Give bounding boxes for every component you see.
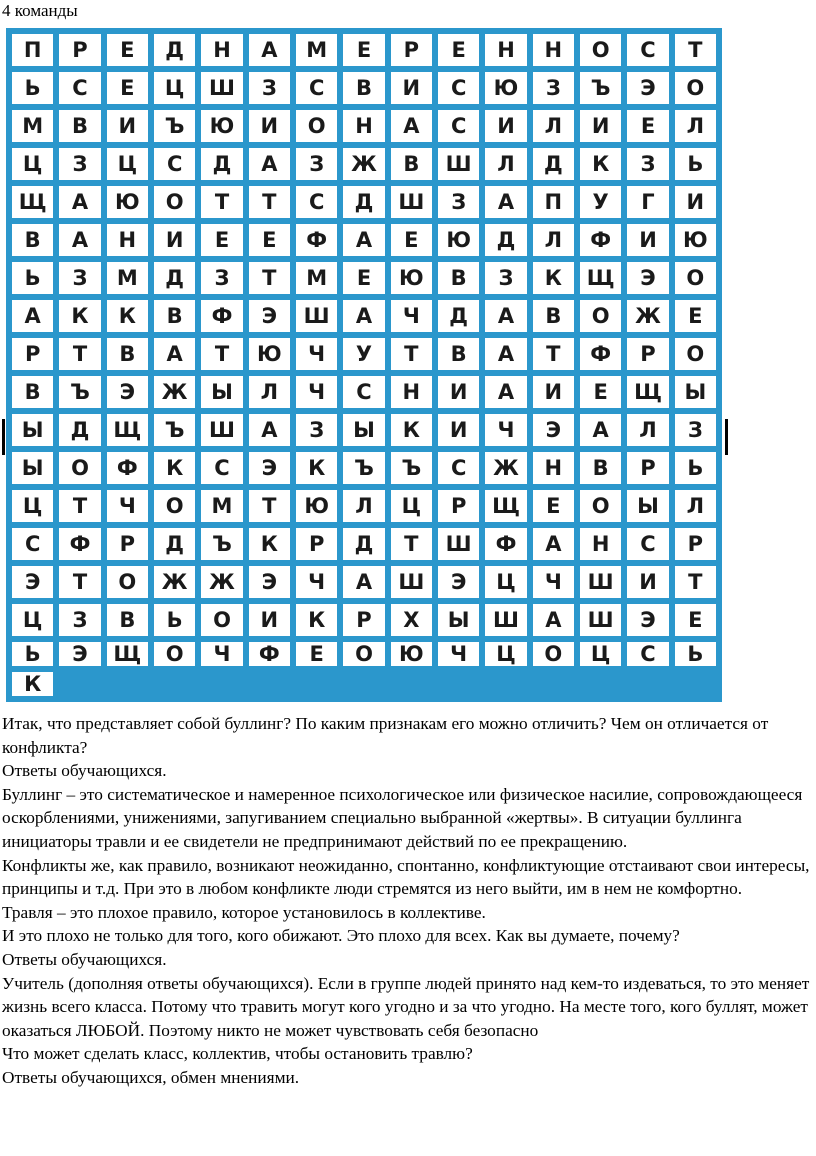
grid-cell[interactable]: Д [154,34,195,66]
grid-cell[interactable]: Д [438,300,479,332]
grid-cell[interactable]: А [533,528,574,560]
grid-cell[interactable]: Ю [296,490,337,522]
grid-cell[interactable]: О [580,34,621,66]
grid-cell[interactable]: В [12,224,53,256]
grid-cell[interactable]: М [12,110,53,142]
grid-cell[interactable]: У [343,338,384,370]
grid-cell[interactable]: Д [343,186,384,218]
grid-cell[interactable]: И [107,110,148,142]
grid-cell[interactable]: Ц [12,604,53,636]
grid-cell[interactable]: Т [675,34,716,66]
grid-cell[interactable]: Ш [580,566,621,598]
grid-cell[interactable]: С [627,642,668,666]
grid-cell[interactable]: П [533,186,574,218]
grid-cell[interactable]: Щ [107,642,148,666]
grid-cell[interactable]: Е [675,300,716,332]
grid-cell[interactable]: З [59,148,100,180]
grid-cell[interactable]: К [296,604,337,636]
body-text [2,712,812,1090]
grid-cell[interactable]: В [438,338,479,370]
grid-cell[interactable]: Т [249,186,290,218]
grid-cell[interactable]: Н [391,376,432,408]
grid-cell[interactable]: Ц [580,642,621,666]
grid-cell[interactable]: Щ [627,376,668,408]
grid-cell[interactable]: Е [201,224,242,256]
grid-cell[interactable]: З [59,262,100,294]
grid-cell[interactable]: В [107,338,148,370]
letter-grid [6,28,722,702]
page-heading: 4 команды [2,1,78,20]
grid-cell[interactable]: И [675,186,716,218]
grid-cell[interactable]: И [580,110,621,142]
grid-cell[interactable]: И [438,376,479,408]
grid-cell[interactable]: И [627,224,668,256]
grid-cell[interactable]: О [533,642,574,666]
grid-cell[interactable]: О [296,110,337,142]
grid-cell[interactable]: Э [627,72,668,104]
grid-cell[interactable]: В [391,148,432,180]
grid-cell[interactable]: С [12,528,53,560]
grid-cell[interactable]: Ь [675,642,716,666]
grid-cell[interactable]: Ъ [391,452,432,484]
grid-cell[interactable]: Э [627,262,668,294]
grid-cell[interactable]: Ы [201,376,242,408]
grid-cell[interactable]: Ш [580,604,621,636]
grid-cell[interactable]: И [391,72,432,104]
grid-cell[interactable]: А [391,110,432,142]
grid-cell[interactable]: Р [343,604,384,636]
grid-cell[interactable]: Ф [59,528,100,560]
paragraph: Травля – это плохое правило, которое установилось в коллективе. [2,902,486,922]
grid-cell[interactable]: Ш [296,300,337,332]
grid-cell[interactable]: А [533,604,574,636]
grid-cell[interactable]: Ю [391,642,432,666]
grid-cell[interactable]: Л [627,414,668,446]
grid-cell[interactable]: С [296,186,337,218]
grid-cell[interactable]: С [627,528,668,560]
grid-cell[interactable]: Т [249,490,290,522]
grid-cell[interactable]: Э [249,300,290,332]
grid-cell[interactable]: Ш [201,414,242,446]
grid-cell[interactable]: И [249,110,290,142]
grid-cell[interactable]: З [627,148,668,180]
grid-cell[interactable]: Ф [107,452,148,484]
grid-cell[interactable]: А [580,414,621,446]
paragraph: Что может сделать класс, коллектив, чтобы остановить травлю? [2,1044,473,1064]
paragraph: Буллинг – это систематическое и намеренное психологическое или физическое насилие, сопровождающееся оскорблениями, унижениями, запугиванием специально выбранной «жертвы». В ситуации буллинга инициаторы травли и ее свидетели не предпринимают действий по ее прекращению. [2,784,803,851]
grid-cell[interactable]: Ш [438,528,479,560]
grid-cell[interactable]: Д [59,414,100,446]
grid-cell[interactable]: Р [627,338,668,370]
grid-cell[interactable]: Э [12,566,53,598]
grid-cell[interactable]: Ж [343,148,384,180]
grid-cell[interactable]: Ю [249,338,290,370]
grid-cell[interactable]: Ъ [201,528,242,560]
grid-cell[interactable]: Л [249,376,290,408]
grid-cell[interactable]: З [675,414,716,446]
grid-cell[interactable]: Т [201,186,242,218]
grid-cell[interactable]: Л [675,110,716,142]
grid-cell[interactable]: Ю [107,186,148,218]
grid-cell[interactable]: С [438,110,479,142]
grid-cell[interactable]: А [249,414,290,446]
grid-cell[interactable]: Р [391,34,432,66]
grid-cell[interactable]: Ж [627,300,668,332]
grid-cell[interactable]: Т [201,338,242,370]
grid-cell[interactable]: Н [533,452,574,484]
grid-cell[interactable]: Ц [391,490,432,522]
grid-cell[interactable]: К [59,300,100,332]
grid-cell[interactable]: Ш [438,148,479,180]
grid-cell[interactable]: В [580,452,621,484]
grid-cell[interactable]: А [485,338,526,370]
grid-cell[interactable]: Ч [533,566,574,598]
grid-cell[interactable]: С [438,72,479,104]
grid-cell[interactable]: Е [107,34,148,66]
grid-cell[interactable]: Ж [154,376,195,408]
grid-cell[interactable]: К [296,452,337,484]
grid-cell[interactable]: Ю [485,72,526,104]
grid-cell[interactable]: Ш [485,604,526,636]
grid-cell[interactable]: Р [296,528,337,560]
grid-cell[interactable]: Е [343,34,384,66]
paragraph: Ответы обучающихся. [2,949,167,969]
grid-cell[interactable]: О [580,300,621,332]
grid-cell[interactable]: Е [296,642,337,666]
grid-cell[interactable]: Н [343,110,384,142]
crop-mark-left [2,419,5,455]
paragraph: Итак, что представляет собой буллинг? По каким признакам его можно отличить? Чем он отличается от конфликта? [2,714,769,757]
grid-cell[interactable]: Ц [12,490,53,522]
grid-cell[interactable]: Е [438,34,479,66]
grid-cell[interactable]: Ъ [580,72,621,104]
grid-cell[interactable]: Л [533,224,574,256]
grid-cell[interactable]: И [533,376,574,408]
grid-cell[interactable]: Л [533,110,574,142]
grid-cell[interactable]: О [343,642,384,666]
grid-cell[interactable]: М [107,262,148,294]
grid-cell[interactable]: Ч [485,414,526,446]
grid-cell[interactable]: Ш [391,566,432,598]
grid-cell[interactable]: Ы [675,376,716,408]
grid-cell[interactable]: Т [59,338,100,370]
grid-cell[interactable]: В [59,110,100,142]
grid-cell[interactable]: Э [627,604,668,636]
grid-cell[interactable]: Ь [12,262,53,294]
grid-cell[interactable]: З [296,414,337,446]
grid-cell[interactable]: Е [107,72,148,104]
paragraph: Конфликты же, как правило, возникают неожиданно, спонтанно, конфликтующие отстаивают свои интересы, принципы и т.д. При это в любом конфликте люди стремятся из него выйти, им в нем не комфортно. [2,855,810,899]
paragraph: Ответы обучающихся. [2,761,167,781]
grid-cell[interactable]: Ч [438,642,479,666]
grid-cell[interactable]: Н [201,34,242,66]
grid-cell[interactable]: Ы [12,452,53,484]
grid-cell[interactable]: В [12,376,53,408]
grid-cell[interactable]: С [59,72,100,104]
grid-cell[interactable]: М [296,34,337,66]
grid-cell[interactable]: Ф [249,642,290,666]
grid-cell[interactable]: Ъ [154,414,195,446]
grid-cell[interactable]: К [12,672,53,696]
grid-cell[interactable]: Э [438,566,479,598]
grid-cell[interactable]: И [249,604,290,636]
grid-cell[interactable]: В [107,604,148,636]
grid-cell[interactable]: О [107,566,148,598]
grid-cell[interactable]: Э [249,566,290,598]
grid-cell[interactable]: Э [249,452,290,484]
grid-cell[interactable]: Ь [12,72,53,104]
grid-cell[interactable]: Ц [154,72,195,104]
grid-cell[interactable]: Ц [485,566,526,598]
grid-cell[interactable]: Ы [343,414,384,446]
grid-cell[interactable]: Ф [580,338,621,370]
grid-cell[interactable]: Ы [438,604,479,636]
grid-cell[interactable]: Ю [201,110,242,142]
grid-cell[interactable]: Р [12,338,53,370]
grid-cell[interactable]: Ч [296,566,337,598]
grid-cell[interactable]: С [296,72,337,104]
grid-cell[interactable]: Е [249,224,290,256]
grid-cell[interactable]: Т [675,566,716,598]
grid-cell[interactable]: О [201,604,242,636]
grid-cell[interactable]: Ь [675,148,716,180]
grid-cell[interactable]: Ы [12,414,53,446]
grid-cell[interactable]: Р [627,452,668,484]
grid-cell[interactable]: Л [675,490,716,522]
grid-cell[interactable]: Е [627,110,668,142]
grid-cell[interactable]: Ц [107,148,148,180]
grid-cell[interactable]: С [438,452,479,484]
grid-cell[interactable]: К [533,262,574,294]
grid-cell[interactable]: З [249,72,290,104]
grid-cell[interactable]: Н [107,224,148,256]
grid-cell[interactable]: Д [154,262,195,294]
grid-cell[interactable]: К [391,414,432,446]
grid-cell[interactable]: Е [343,262,384,294]
grid-cell[interactable]: И [438,414,479,446]
grid-cell[interactable]: Т [59,490,100,522]
grid-cell[interactable]: Ж [485,452,526,484]
grid-cell[interactable]: Ъ [154,110,195,142]
grid-cell[interactable]: К [249,528,290,560]
grid-cell[interactable]: С [201,452,242,484]
grid-cell[interactable]: Т [249,262,290,294]
grid-cell[interactable]: Ж [154,566,195,598]
grid-cell[interactable]: З [296,148,337,180]
grid-cell[interactable]: В [438,262,479,294]
grid-cell[interactable]: Ч [296,338,337,370]
grid-cell[interactable]: И [485,110,526,142]
grid-cell[interactable]: Г [627,186,668,218]
grid-cell[interactable]: Ж [201,566,242,598]
grid-cell[interactable]: Д [201,148,242,180]
grid-cell[interactable]: А [249,148,290,180]
grid-cell[interactable]: Р [675,528,716,560]
grid-cell[interactable]: А [12,300,53,332]
grid-cell[interactable]: Х [391,604,432,636]
grid-cell[interactable]: В [154,300,195,332]
grid-cell[interactable]: Д [533,148,574,180]
grid-cell[interactable]: О [59,452,100,484]
grid-cell[interactable]: Щ [485,490,526,522]
grid-cell[interactable]: В [533,300,574,332]
grid-cell[interactable]: З [485,262,526,294]
grid-cell[interactable]: А [59,224,100,256]
grid-cell[interactable]: Д [154,528,195,560]
grid-cell[interactable]: О [154,186,195,218]
paragraph: Учитель (дополняя ответы обучающихся). Если в группе людей принято над кем-то издеваться, то это меняет жизнь всего класса. Потому что травить могут кого угодно и за что угодно. На месте того, кого буллят, может оказаться ЛЮБОЙ. Поэтому никто не может чувствовать себя безопасно [2,973,810,1040]
grid-cell[interactable]: А [249,34,290,66]
grid-cell[interactable]: К [154,452,195,484]
grid-cell[interactable]: Ъ [343,452,384,484]
grid-cell[interactable]: М [296,262,337,294]
grid-cell[interactable]: Л [343,490,384,522]
grid-cell[interactable]: Ч [201,642,242,666]
grid-cell[interactable]: Ф [296,224,337,256]
grid-cell[interactable]: А [343,300,384,332]
grid-cell[interactable]: Т [533,338,574,370]
grid-cell[interactable]: Ь [154,604,195,636]
grid-cell[interactable]: О [675,262,716,294]
grid-cell[interactable]: Т [391,528,432,560]
grid-cell[interactable]: З [59,604,100,636]
grid-cell[interactable]: Е [533,490,574,522]
grid-cell[interactable]: Е [675,604,716,636]
grid-cell[interactable]: Ф [201,300,242,332]
grid-cell[interactable]: И [154,224,195,256]
grid-cell[interactable]: П [12,34,53,66]
grid-cell[interactable]: Е [580,376,621,408]
grid-cell[interactable]: Ф [580,224,621,256]
grid-cell[interactable]: Н [580,528,621,560]
grid-cell[interactable]: О [675,338,716,370]
grid-cell[interactable]: Щ [580,262,621,294]
grid-cell[interactable]: С [627,34,668,66]
grid-cell[interactable]: Р [59,34,100,66]
grid-cell[interactable]: Т [391,338,432,370]
word-search-puzzle [2,24,726,706]
grid-cell[interactable]: Д [485,224,526,256]
grid-cell[interactable]: Э [533,414,574,446]
grid-cell[interactable]: З [533,72,574,104]
grid-cell[interactable]: И [627,566,668,598]
grid-cell[interactable]: Э [107,376,148,408]
grid-cell[interactable]: Ь [675,452,716,484]
grid-cell[interactable]: Ч [391,300,432,332]
grid-cell[interactable]: Ю [391,262,432,294]
grid-cell[interactable]: Ц [12,148,53,180]
grid-cell[interactable]: М [201,490,242,522]
grid-cell[interactable]: А [485,376,526,408]
grid-cell[interactable]: Ю [438,224,479,256]
grid-cell[interactable]: Щ [12,186,53,218]
grid-cell[interactable]: Ь [12,642,53,666]
grid-cell[interactable]: Ъ [59,376,100,408]
grid-cell[interactable]: Л [485,148,526,180]
grid-cell[interactable]: Н [533,34,574,66]
grid-cell[interactable]: Ш [201,72,242,104]
grid-cell[interactable]: А [343,224,384,256]
grid-cell[interactable]: Э [59,642,100,666]
grid-cell[interactable]: Ю [675,224,716,256]
grid-cell[interactable]: О [675,72,716,104]
grid-cell[interactable]: В [343,72,384,104]
grid-cell[interactable]: Е [391,224,432,256]
grid-cell[interactable]: У [580,186,621,218]
grid-cell[interactable]: З [201,262,242,294]
grid-cell[interactable]: Ф [485,528,526,560]
grid-cell[interactable]: Ч [107,490,148,522]
grid-cell[interactable]: Ы [627,490,668,522]
paragraph: И это плохо не только для того, кого обижают. Это плохо для всех. Как вы думаете, почему? [2,926,680,946]
grid-cell[interactable]: Д [343,528,384,560]
grid-cell[interactable]: А [343,566,384,598]
grid-cell[interactable]: К [107,300,148,332]
paragraph: Ответы обучающихся, обмен мнениями. [2,1067,300,1087]
grid-cell[interactable]: Щ [107,414,148,446]
grid-cell[interactable]: З [438,186,479,218]
grid-cell[interactable]: Ч [296,376,337,408]
grid-cell[interactable]: К [580,148,621,180]
crop-mark-right [725,419,728,455]
grid-cell[interactable]: О [154,642,195,666]
grid-cell[interactable]: О [154,490,195,522]
grid-cell[interactable]: Р [438,490,479,522]
grid-cell[interactable]: Ц [485,642,526,666]
grid-cell[interactable]: С [343,376,384,408]
grid-cell[interactable]: А [485,186,526,218]
grid-cell[interactable]: О [580,490,621,522]
grid-cell[interactable]: А [59,186,100,218]
grid-cell[interactable]: А [485,300,526,332]
grid-cell[interactable]: Н [485,34,526,66]
grid-cell[interactable]: Т [59,566,100,598]
grid-cell[interactable]: С [154,148,195,180]
grid-cell[interactable]: А [154,338,195,370]
grid-cell[interactable]: Ш [391,186,432,218]
grid-cell[interactable]: Р [107,528,148,560]
